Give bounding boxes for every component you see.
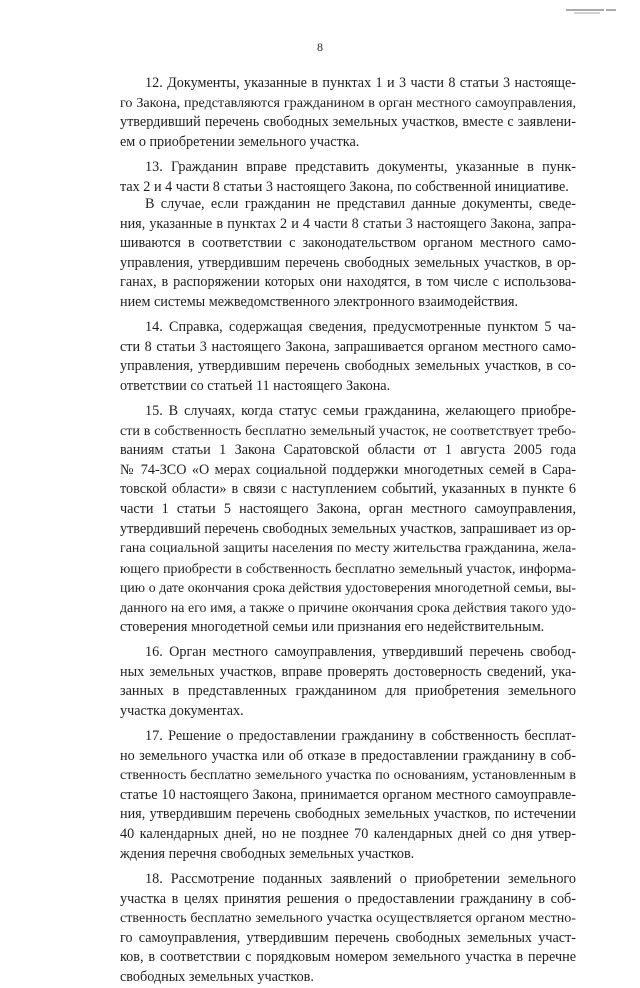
paragraph-18 xyxy=(120,870,576,988)
text-line: ственность бесплатно земельного участка осуществляется органом местно- xyxy=(120,910,576,927)
text-line: сти в собственность бесплатно земельный участок, не соответствует требо- xyxy=(120,422,576,439)
text-line: ков, в соответствии с порядковым номером земельного участка в перечне xyxy=(120,949,576,966)
text-line: 40 календарных дней, но не позднее 70 календарных дней со дня утвер- xyxy=(120,825,576,842)
text-line: свободных земельных участков. xyxy=(120,968,314,985)
text-line: гана социальной защиты населения по месту жительства гражданина, жела- xyxy=(120,541,576,557)
paragraph-13-continued xyxy=(120,195,576,318)
text-line: ния, утвердившим перечень свободных земельных участков, по истечении xyxy=(120,806,576,823)
text-line: 17. Решение о предоставлении гражданину в собственность бесплат- xyxy=(145,728,576,744)
text-line: ждения перечня свободных земельных участков. xyxy=(120,845,415,862)
text-line: занных в представленных гражданином для приобретения земельного xyxy=(120,683,576,700)
paragraph-12 xyxy=(120,74,576,158)
text-line: части 1 статьи 5 настоящего Закона, орган местного самоуправления, xyxy=(120,500,576,517)
text-line: данного на его имя, а также о причине окончания срока действия такого удо- xyxy=(120,599,576,615)
text-line: № 74-ЗСО «О мерах социальной поддержки многодетных семей в Сара- xyxy=(120,461,576,478)
paragraph-16 xyxy=(120,643,576,727)
paragraph-17 xyxy=(120,727,576,870)
text-line: го Закона, представляются гражданином в орган местного самоуправления, xyxy=(120,94,576,111)
document-body xyxy=(120,74,576,988)
text-line: утвердивший перечень свободных земельных участков, запрашивает из ор- xyxy=(120,520,576,537)
text-line: товской области» в связи с наступлением событий, указанных в пункте 6 xyxy=(120,481,576,498)
text-line: управления, утвердившим перечень свободных земельных участков, в ор- xyxy=(120,254,576,271)
text-line: тах 2 и 4 части 8 статьи 3 настоящего Закона, по собственной инициативе. xyxy=(120,178,569,195)
text-line: стоверения многодетной семьи или признания его недействительным. xyxy=(120,618,545,635)
text-line: нием системы межведомственного электронного взаимодействия. xyxy=(120,293,519,310)
text-line: участка в целях принятия решения о предоставлении гражданину в соб- xyxy=(120,890,576,907)
text-line: ваниям статьи 1 Закона Саратовской области от 1 августа 2005 года xyxy=(120,442,576,459)
text-line: ния, указанные в пунктах 2 и 4 части 8 статьи 3 настоящего Закона, запра- xyxy=(120,215,576,232)
text-line: 18. Рассмотрение поданных заявлений о приобретении земельного xyxy=(145,871,576,887)
paragraph-14 xyxy=(120,318,576,402)
text-line: утвердивший перечень свободных земельных участков, вместе с заявлени- xyxy=(120,114,576,131)
text-line: В случае, если гражданин не представил данные документы, сведе- xyxy=(145,196,576,212)
text-line: ответствии со статьей 11 настоящего Закона. xyxy=(120,377,391,394)
text-line: 16. Орган местного самоуправления, утвердивший перечень свобод- xyxy=(145,644,576,660)
text-line: управления, утвердившим перечень свободных земельных участков, в со- xyxy=(120,358,576,375)
text-line: статье 10 настоящего Закона, принимается органом местного самоуправле- xyxy=(120,786,576,803)
text-line: го самоуправления, утвердившим перечень свободных земельных участ- xyxy=(120,929,576,946)
text-line: ем о приобретении земельного участка. xyxy=(120,133,360,150)
text-line: цию о дате окончания срока действия удостоверения многодетной семьи, вы- xyxy=(120,580,576,596)
text-line: участка документах. xyxy=(120,702,244,719)
text-line: ственность бесплатно земельного участка по основаниям, установленным в xyxy=(120,767,576,784)
text-line: ных земельных участков, вправе проверять достоверность сведений, ука- xyxy=(120,663,576,680)
text-line: 13. Гражданин вправе представить документы, указанные в пунк- xyxy=(145,159,576,175)
text-line: шиваются в соответствии с законодательством органом местного само- xyxy=(120,235,576,252)
corner-stamp-mark xyxy=(566,6,616,16)
text-line: 12. Документы, указанные в пунктах 1 и 3 части 8 статьи 3 настояще- xyxy=(145,75,576,91)
paragraph-15 xyxy=(120,402,576,643)
page-number: 8 xyxy=(317,40,323,54)
text-line: 15. В случаях, когда статус семьи гражданина, желающего приобре- xyxy=(145,403,576,419)
text-line: ганах, в распоряжении которых они находятся, в том числе с использова- xyxy=(120,274,576,291)
text-line: 14. Справка, содержащая сведения, предусмотренные пунктом 5 ча- xyxy=(145,319,576,335)
text-line: ющего приобрести в собственность бесплатно земельный участок, информа- xyxy=(120,560,576,576)
paragraph-13 xyxy=(120,158,576,195)
text-line: но земельного участка или об отказе в предоставлении гражданину в соб- xyxy=(120,747,576,764)
text-line: сти 8 статьи 3 настоящего Закона, запрашивается органом местного само- xyxy=(120,338,576,355)
